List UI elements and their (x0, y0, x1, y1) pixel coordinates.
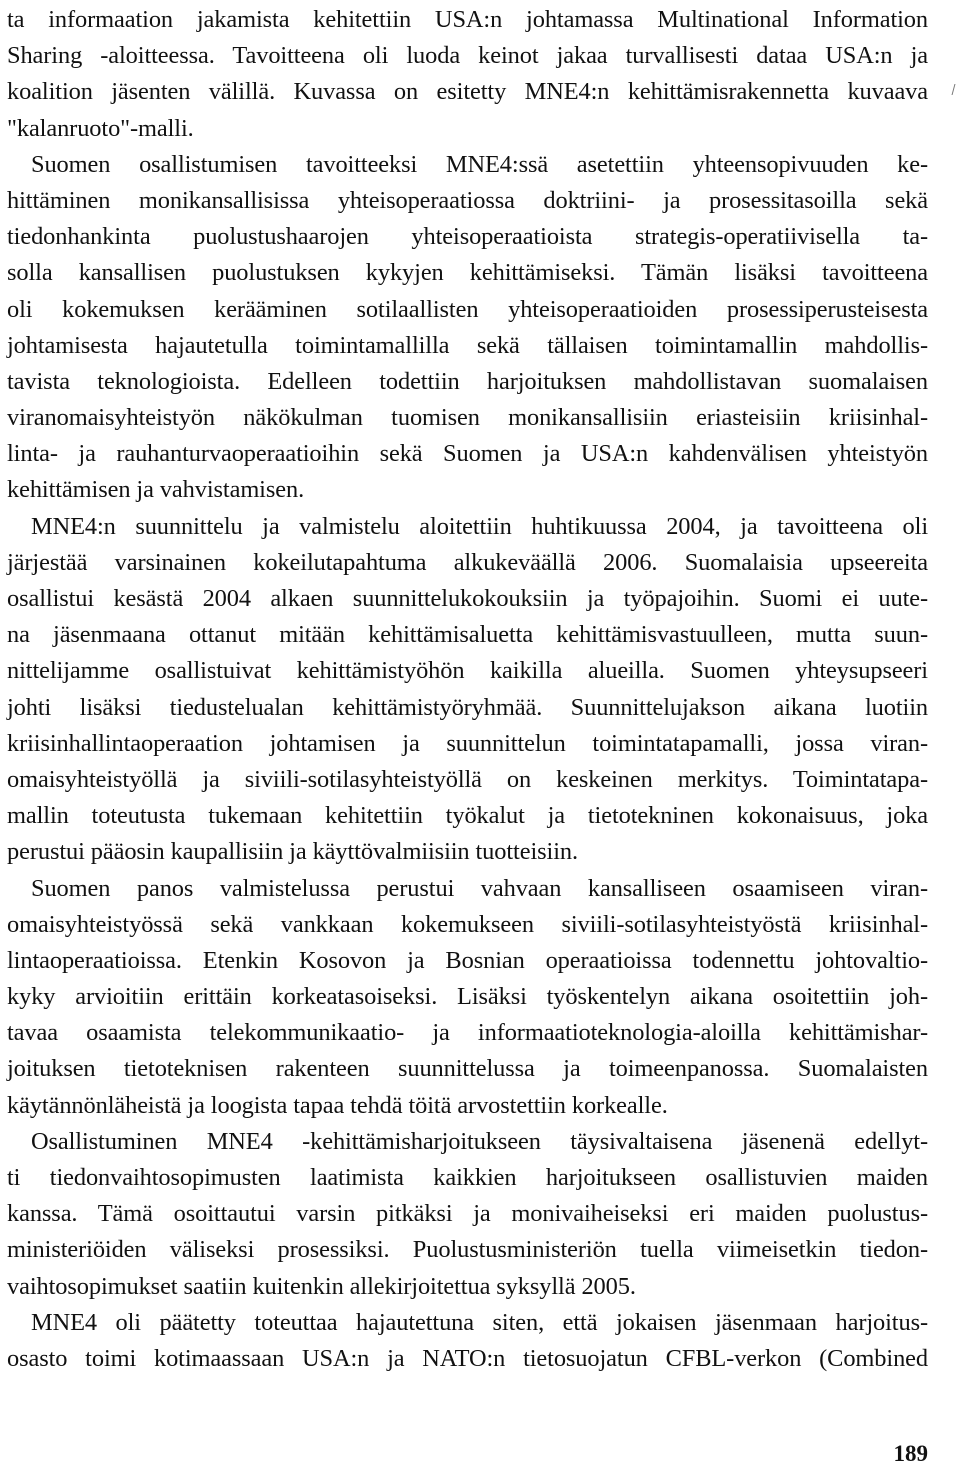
text-line: ministeriöiden väliseksi prosessiksi. Puolustusministeriön tuella viimeisetkin tiedon- (7, 1236, 928, 1264)
text-line: perustui pääosin kaupallisiin ja käyttövalmiisiin tuotteisiin. (7, 838, 578, 866)
text-line: viranomaisyhteistyön näkökulman tuomisen monikansallisiin eriasteisiin kriisinhal- (7, 404, 928, 432)
text-line: vaihtosopimukset saatiin kuitenkin allekirjoitettua syksyllä 2005. (7, 1272, 636, 1300)
text-line: osasto toimi kotimaassaan USA:n ja NATO:n tietosuojatun CFBL-verkon (Combined (7, 1344, 928, 1372)
text-line: omaisyhteistyöllä ja siviili-sotilasyhteistyöllä on keskeinen merkitys. Toimintatapa- (7, 765, 928, 793)
text-line: Sharing -aloitteessa. Tavoitteena oli luoda keinot jakaa turvallisesti dataa USA:n ja (7, 42, 928, 70)
text-line: ti tiedonvaihtosopimusten laatimista kaikkien harjoitukseen osallistuvien maiden (7, 1164, 928, 1191)
text-line: MNE4:n suunnittelu ja valmistelu aloitettiin huhtikuussa 2004, ja tavoitteena oli (31, 512, 928, 540)
text-line: na jäsenmaana ottanut mitään kehittämisaluetta kehittämisvastuulleen, mutta suun- (7, 621, 928, 649)
text-line: kyky arvioitiin erittäin korkeatasoiseksi. Lisäksi työskentelyn aikana osoitettiin joh- (7, 983, 928, 1011)
text-line: tavaa osaamista telekommunikaatio- ja informaatioteknologia-aloilla kehittämishar- (7, 1019, 928, 1047)
text-line: joituksen tietoteknisen rakenteen suunnittelussa ja toimeenpanossa. Suomalaisten (7, 1055, 928, 1083)
text-line: Osallistuminen MNE4 -kehittämisharjoitukseen täysivaltaisena jäsenenä edellyt- (31, 1127, 928, 1155)
text-line: kriisinhallintaoperaation johtamisen ja suunnittelun toimintatapamalli, jossa viran- (7, 729, 928, 757)
text-line: ta informaation jakamista kehitettiin USA:n johtamassa Multinational Information (7, 6, 928, 33)
text-line: osallistui kesästä 2004 alkaen suunnittelukokouksiin ja työpajoihin. Suomi ei uute- (7, 585, 928, 612)
text-line: kehittämisen ja vahvistamisen. (7, 476, 305, 504)
text-line: mallin toteutusta tukemaan kehitettiin työkalut ja tietotekninen kokonaisuus, joka (7, 802, 928, 830)
text-line: tavista teknologioista. Edelleen todettiin harjoituksen mahdollistavan suomalaisen (7, 367, 928, 395)
text-line: solla kansallisen puolustuksen kykyjen kehittämiseksi. Tämän lisäksi tavoitteena (7, 259, 928, 287)
text-line: järjestää varsinainen kokeilutapahtuma alkukeväällä 2006. Suomalaisia upseereita (7, 548, 928, 576)
text-line: lintaoperaatioissa. Etenkin Kosovon ja Bosnian operaatioissa todennettu johtovaltio- (7, 946, 928, 974)
text-line: johti lisäksi tiedustelualan kehittämistyöryhmää. Suunnittelujakson aikana luotiin (7, 693, 928, 721)
text-line: tiedonhankinta puolustushaarojen yhteisoperaatioista strategis-operatiivisella ta- (7, 223, 928, 251)
text-line: MNE4 oli päätetty toteuttaa hajautettuna siten, että jokaisen jäsenmaan harjoitus- (31, 1308, 928, 1336)
text-line: Suomen panos valmistelussa perustui vahvaan kansalliseen osaamiseen viran- (31, 874, 928, 902)
body-text (7, 2, 928, 1377)
text-line: koalition jäsenten välillä. Kuvassa on esitetty MNE4:n kehittämisrakennetta kuvaava (7, 78, 928, 106)
text-line: kanssa. Tämä osoittautui varsin pitkäksi ja monivaiheiseksi eri maiden puolustus- (7, 1200, 928, 1228)
text-line: oli kokemuksen kerääminen sotilaallisten yhteisoperaatioiden prosessiperusteisesta (7, 295, 928, 323)
text-line: johtamisesta hajautetulla toimintamallilla sekä tällaisen toimintamallin mahdollis- (7, 331, 928, 359)
page-number: 189 (893, 1441, 928, 1466)
text-line: hittäminen monikansallisissa yhteisoperaatiossa doktriini- ja prosessitasoilla sekä (7, 186, 928, 214)
text-line: Suomen osallistumisen tavoitteeksi MNE4:ssä asetettiin yhteensopivuuden ke- (31, 150, 928, 178)
text-line: linta- ja rauhanturvaoperaatioihin sekä Suomen ja USA:n kahdenvälisen yhteistyön (7, 440, 928, 468)
margin-mark (952, 84, 960, 95)
text-line: "kalanruoto"-malli. (7, 114, 194, 142)
text-line: käytännönläheistä ja loogista tapaa tehdä töitä arvostettiin korkealle. (7, 1091, 668, 1119)
text-line: nittelijamme osallistuivat kehittämistyöhön kaikilla alueilla. Suomen yhteysupseeri (7, 657, 928, 685)
text-line: omaisyhteistyössä sekä vankkaan kokemukseen siviili-sotilasyhteistyöstä kriisinhal- (7, 910, 928, 938)
